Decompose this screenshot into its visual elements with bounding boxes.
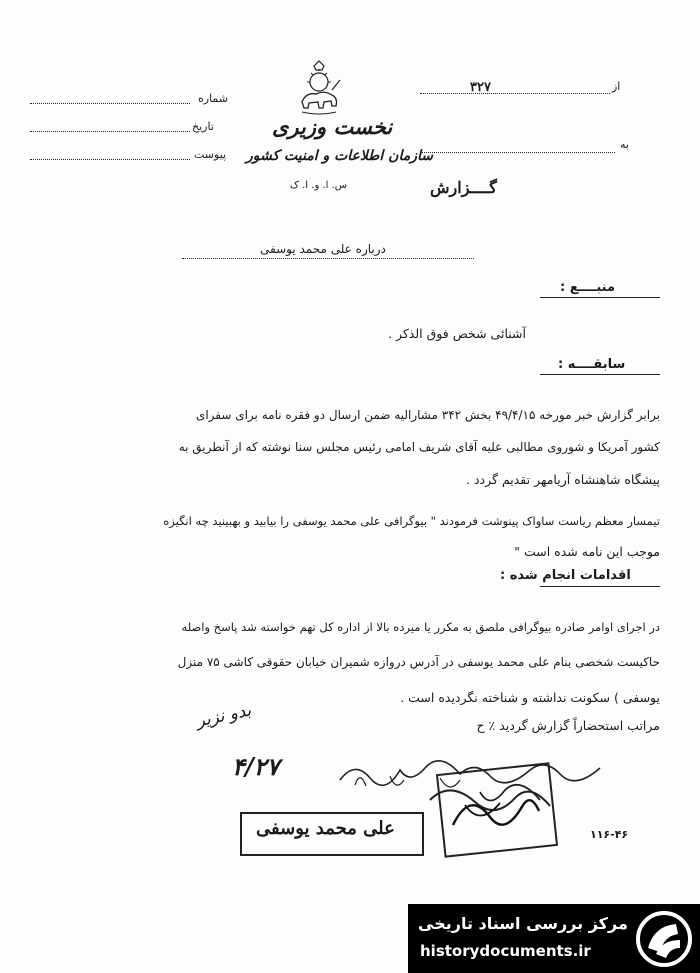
org-secondary-name: سازمان اطلاعات و امنیت کشور [246, 148, 433, 164]
background-line-3: پیشگاه شاهنشاه آریامهر تقدیم گردد . [466, 472, 660, 487]
attachment-dotted-line [30, 159, 190, 160]
actions-label: اقدامات انجام شده : [500, 568, 631, 583]
report-title: گــــزارش [430, 178, 497, 197]
actions-line-2: حاکیست شخصی بنام علی محمد یوسفی در آدرس دروازه شمیران خیابان حقوقی کاشی ۷۵ منزل [177, 655, 660, 669]
footer-banner [408, 904, 700, 973]
footer-org-name: مرکز بررسی اسناد تاریخی [418, 914, 628, 933]
from-dotted-line [420, 93, 610, 94]
background-line-1: برابر گزارش خبر مورخه ۴۹/۴/۱۵ بخش ۳۴۲ مشارالیه ضمن ارسال دو فقره نامه برای سفرای [195, 408, 660, 422]
org-primary-name: نخست وزیری [272, 114, 393, 139]
actions-line-1: در اجرای اوامر صادره بیوگرافی ملصق به مکرر یا میرده بالا از اداره کل تهم خواسته شد پاسخ واصله [181, 620, 660, 634]
source-underline [540, 297, 660, 298]
attachment-label: پیوست [194, 148, 227, 161]
background-label: سابقــــه : [558, 357, 626, 372]
background-line-4: تیمسار معظم ریاست ساواک پینوشت فرمودند " بیوگرافی علی محمد یوسفی را بیابید و بهبینید چه انگیزه [163, 514, 660, 528]
footer-website: historydocuments.ir [420, 942, 591, 960]
source-text: آشنائی شخص فوق الذکر . [388, 326, 526, 341]
subject-dotted-line [182, 258, 474, 259]
number-dotted-line [30, 103, 190, 104]
handwritten-date: ۴/۲۷ [232, 752, 280, 781]
background-underline [540, 374, 660, 375]
from-label: از [612, 80, 621, 93]
number-label: شماره [198, 92, 229, 105]
actions-line-4: مراتب استحضاراً گزارش گردید ٪ ح [476, 718, 660, 733]
org-code: س. ا. و. ا. ک [290, 180, 347, 191]
document-code: ۱۱۶-۴۶ [590, 828, 629, 841]
background-line-5: موجب این نامه شده است " [514, 544, 660, 559]
from-number: ۳۲۷ [470, 80, 491, 95]
to-label: به [620, 138, 629, 151]
handwritten-note: بدو نزیر [194, 700, 253, 732]
actions-underline [540, 586, 660, 587]
archive-logo-icon [634, 910, 694, 968]
lion-and-sun-emblem-icon [294, 60, 344, 116]
to-dotted-line [420, 152, 615, 153]
stamp-scribble [445, 775, 545, 845]
date-label: تاریخ [192, 120, 214, 133]
actions-line-3: یوسفی ) سکونت نداشته و شناخته نگردیده است . [400, 690, 660, 705]
stamp-text: علی محمد یوسفی [256, 818, 395, 839]
report-subject: درباره علی محمد یوسفی [260, 242, 386, 256]
date-dotted-line [30, 131, 190, 132]
background-line-2: کشور آمریکا و شوروی مطالبی علیه آقای شریف امامی رئیس مجلس سنا نوشته که از آنطریق به [178, 440, 660, 454]
source-label: منبــــع : [560, 280, 616, 295]
